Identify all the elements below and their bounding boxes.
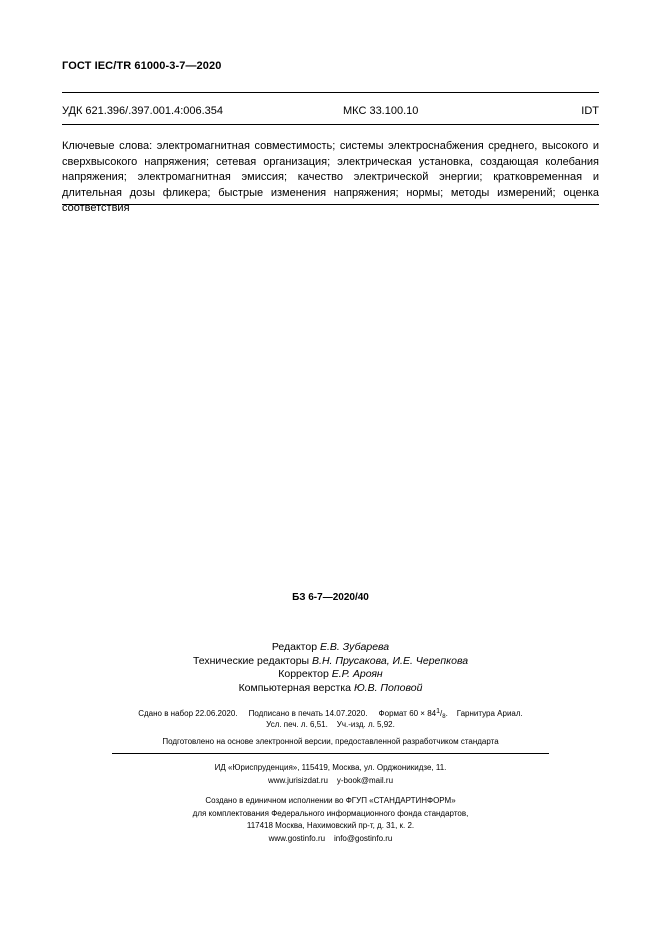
standard-designation: ГОСТ IEC/TR 61000-3-7—2020 [62, 60, 222, 72]
mks-code: МКС 33.100.10 [343, 105, 419, 117]
print-font: Гарнитура Ариал. [456, 709, 523, 718]
corrector-label: Корректор [278, 668, 329, 680]
creator-line2: для комплектования Федерального информационного фонда стандартов, [192, 808, 469, 818]
tech-editors-label: Технические редакторы [192, 654, 310, 667]
idt-code: IDT [581, 105, 599, 117]
print-pub-sheets: Уч.-изд. л. 5,92. [336, 720, 395, 729]
publisher-address: ИД «Юриспруденция», 115419, Москва, ул. Орджоникидзе, 11. [214, 763, 447, 772]
credits-block [0, 641, 661, 695]
editor-line [0, 641, 661, 655]
creator-block [0, 795, 661, 820]
print-info-line2 [0, 720, 661, 729]
keywords-paragraph: Ключевые слова: электромагнитная совместимость; системы электроснабжения среднего, высокого и сверхвысокого напряжения; сетевая организация; электрическая установка, создающая колебания напряжения; электромагнитная эмиссия; качество электрической энергии; кратковременная и длительная дозы фликера; быстрые изменения напряжения; нормы; методы измерений; оценка соответствия [62, 140, 599, 214]
print-format: Формат 60 × 84 [378, 709, 437, 718]
layout-line [0, 682, 661, 696]
creator-email[interactable]: info@gostinfo.ru [333, 833, 393, 843]
print-set-date: Сдано в набор 22.06.2020. [138, 709, 238, 718]
print-info-line1: Сдано в набор 22.06.2020. Подписано в печать 14.07.2020. Формат $60 \times 84^1/_8$. Гарнитура Ариал. [138, 708, 523, 720]
meta-rule [62, 124, 599, 125]
publisher-contacts [0, 775, 661, 788]
creator-site[interactable]: www.gostinfo.ru [268, 833, 326, 843]
layout-label: Компьютерная верстка [238, 681, 352, 694]
corrector-line [0, 668, 661, 682]
print-format-numerator: 1 [436, 708, 441, 715]
publisher-email[interactable]: y-book@mail.ru [336, 775, 394, 785]
print-format-denominator: 8 [442, 714, 446, 720]
editor-name: Е.В. Зубарева [319, 641, 390, 653]
print-signed-date: Подписано в печать 14.07.2020. [248, 709, 368, 718]
layout-name: Ю.В. Поповой [353, 681, 423, 694]
tech-editors-names: В.Н. Прусакова, И.Е. Черепкова [312, 654, 469, 667]
udk-code: УДК 621.396/.397.001.4:006.354 [62, 105, 224, 117]
creator-contacts-block [0, 820, 661, 845]
prepared-note: Подготовлено на основе электронной версии, предоставленной разработчиком стандарта [162, 737, 499, 746]
creator-contacts [0, 833, 661, 846]
editor-label: Редактор [271, 641, 318, 653]
top-rule [62, 92, 599, 93]
print-sheets: Усл. печ. л. 6,51. [266, 720, 328, 729]
keywords-rule [62, 204, 599, 205]
publisher-site[interactable]: www.jurisizdat.ru [267, 775, 328, 785]
creator-line1: Создано в единичном исполнении во ФГУП «СТАНДАРТИНФОРМ» [205, 796, 456, 805]
tech-editors-line [0, 655, 661, 669]
bz-number: БЗ 6-7—2020/40 [292, 592, 369, 603]
creator-address: 117418 Москва, Нахимовский пр-т, д. 31, к. 2. [246, 821, 415, 830]
corrector-name: Е.Р. Ароян [331, 668, 383, 680]
publisher-block [0, 762, 661, 787]
print-rule [112, 753, 549, 754]
